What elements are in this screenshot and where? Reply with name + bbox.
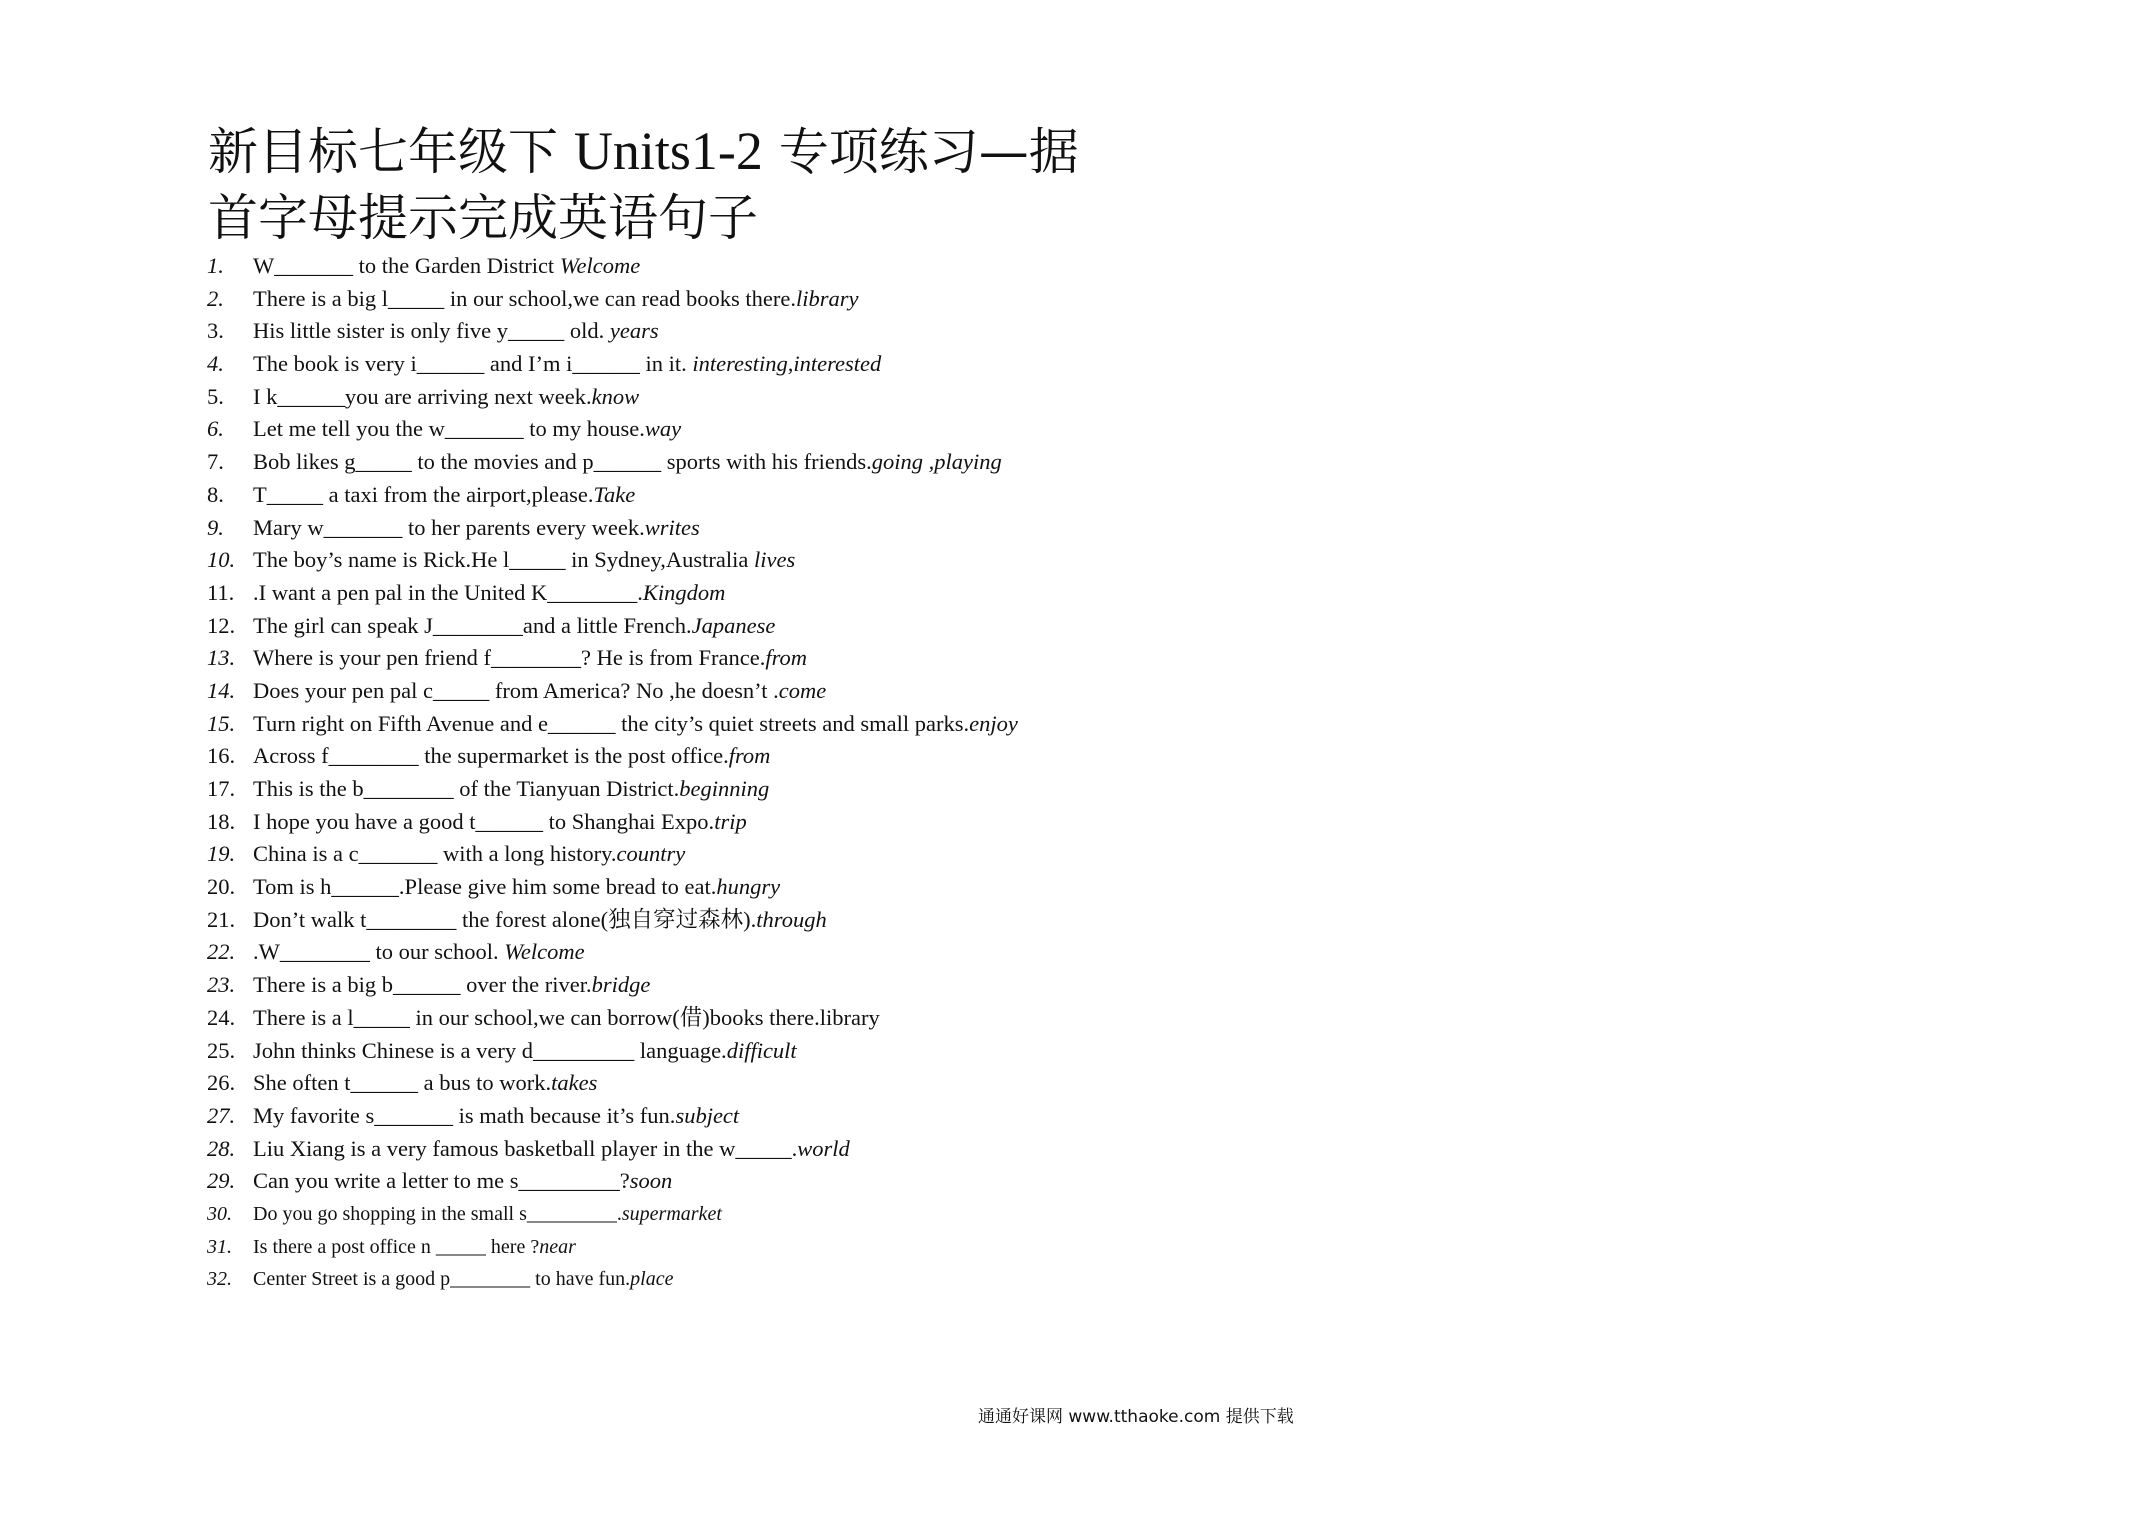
exercise-number: 27.	[207, 1102, 236, 1128]
exercise-answer: lives	[753, 547, 796, 573]
exercise-item	[207, 969, 1018, 1002]
exercise-item	[207, 936, 1018, 969]
exercise-sentence: There is a big l_____ in our school,we can read books there.	[253, 285, 796, 311]
exercise-item	[207, 708, 1018, 741]
exercise-item	[207, 1133, 1018, 1166]
exercise-number: 17.	[207, 776, 236, 801]
exercise-number: 2.	[207, 285, 224, 311]
exercise-answer: library	[819, 1004, 880, 1030]
exercise-answer: through	[756, 906, 827, 932]
exercise-sentence: Where is your pen friend f________? He is from France.	[253, 645, 766, 671]
exercise-number: 7.	[207, 449, 224, 475]
exercise-sentence: Liu Xiang is a very famous basketball player in the w_____.	[253, 1135, 798, 1161]
exercise-sentence: There is a big b______ over the river.	[253, 972, 592, 998]
title-line-1	[208, 118, 1108, 185]
exercise-item	[207, 348, 1018, 381]
exercise-sentence: Turn right on Fifth Avenue and e______ the city’s quiet streets and small parks.	[253, 710, 970, 736]
exercise-sentence: Is there a post office n _____ here ?	[253, 1235, 540, 1258]
exercise-number: 16.	[207, 743, 236, 769]
exercise-sentence: The book is very i______ and I’m i______ in it.	[253, 351, 693, 377]
exercise-number: 6.	[207, 416, 224, 442]
exercise-item	[207, 544, 1018, 577]
exercise-sentence: Do you go shopping in the small s_________.	[253, 1202, 622, 1225]
exercise-answer: interesting,interested	[692, 351, 882, 377]
exercise-number: 23.	[207, 972, 236, 998]
exercise-answer: takes	[551, 1070, 598, 1096]
title-latin-part: Units1-2	[573, 121, 763, 181]
exercise-answer: going ,playing	[871, 449, 1002, 475]
exercise-item	[207, 381, 1018, 414]
exercise-item	[207, 871, 1018, 904]
exercise-sentence: There is a l_____ in our school,we can borrow(借)books there.	[253, 1004, 820, 1030]
exercise-sentence: I hope you have a good t______ to Shanghai Expo.	[253, 808, 715, 834]
exercise-answer: near	[539, 1235, 576, 1258]
exercise-answer: enjoy	[969, 710, 1018, 736]
exercise-sentence: China is a c_______ with a long history.	[253, 841, 617, 867]
exercise-answer: library	[795, 285, 859, 311]
exercise-number: 12.	[207, 612, 236, 638]
exercise-item	[207, 773, 1018, 806]
exercise-number: 3.	[207, 318, 224, 344]
exercise-list	[207, 250, 1018, 1296]
exercise-answer: Welcome	[504, 939, 585, 965]
exercise-item	[207, 446, 1018, 479]
exercise-item	[207, 512, 1018, 545]
exercise-number: 4.	[207, 351, 224, 377]
exercise-answer: Welcome	[559, 253, 641, 278]
exercise-answer: subject	[675, 1102, 740, 1128]
exercise-number: 5.	[207, 383, 224, 409]
exercise-answer: supermarket	[621, 1202, 722, 1225]
exercise-number: 15.	[207, 710, 236, 736]
exercise-item	[207, 806, 1018, 839]
exercise-number: 24.	[207, 1004, 236, 1030]
exercise-number: 25.	[207, 1037, 236, 1063]
exercise-sentence: His little sister is only five y_____ old.	[253, 318, 610, 344]
exercise-sentence: Let me tell you the w_______ to my house.	[253, 416, 645, 442]
exercise-number: 21.	[207, 906, 236, 932]
page-title	[208, 118, 1108, 251]
exercise-number: 28.	[207, 1135, 236, 1161]
exercise-item	[207, 1198, 1018, 1231]
exercise-answer: writes	[644, 514, 700, 540]
exercise-sentence: She often t______ a bus to work.	[253, 1070, 552, 1096]
exercise-sentence: .W________ to our school.	[253, 939, 505, 965]
exercise-answer: beginning	[679, 776, 770, 801]
exercise-item	[207, 1100, 1018, 1133]
exercise-item	[207, 740, 1018, 773]
exercise-sentence: Mary w_______ to her parents every week.	[253, 514, 645, 540]
exercise-item	[207, 283, 1018, 316]
exercise-sentence: The girl can speak J________and a little French.	[253, 612, 692, 638]
exercise-answer: soon	[629, 1168, 673, 1194]
exercise-answer: difficult	[726, 1037, 797, 1063]
exercise-sentence: Center Street is a good p________ to have fun.	[253, 1268, 631, 1291]
exercise-item	[207, 1002, 1018, 1035]
exercise-item	[207, 250, 1018, 283]
exercise-answer: way	[644, 416, 682, 442]
exercise-answer: trip	[714, 808, 747, 834]
exercise-item	[207, 642, 1018, 675]
exercise-number: 22.	[207, 939, 236, 965]
exercise-item	[207, 1067, 1018, 1100]
exercise-answer: from	[765, 645, 808, 671]
exercise-number: 29.	[207, 1168, 236, 1194]
exercise-sentence: T_____ a taxi from the airport,please.	[253, 481, 594, 507]
exercise-answer: come	[778, 677, 827, 703]
exercise-number: 31.	[207, 1235, 232, 1258]
exercise-item	[207, 1035, 1018, 1068]
exercise-sentence: .I want a pen pal in the United K________.	[253, 579, 643, 605]
exercise-number: 32.	[207, 1268, 232, 1291]
exercise-item	[207, 413, 1018, 446]
exercise-sentence: Across f________ the supermarket is the post office.	[253, 743, 729, 769]
exercise-sentence: My favorite s_______ is math because it’s fun.	[253, 1102, 676, 1128]
exercise-number: 18.	[207, 808, 236, 834]
exercise-answer: world	[797, 1135, 850, 1161]
exercise-item	[207, 479, 1018, 512]
exercise-answer: Japanese	[691, 612, 776, 638]
exercise-number: 11.	[207, 579, 235, 605]
exercise-item	[207, 315, 1018, 348]
title-line-2: 首字母提示完成英语句子	[208, 189, 758, 247]
exercise-sentence: W_______ to the Garden District	[253, 253, 560, 278]
exercise-item	[207, 1165, 1018, 1198]
exercise-sentence: I k______you are arriving next week.	[253, 383, 592, 409]
exercise-sentence: This is the b________ of the Tianyuan District.	[253, 776, 680, 801]
exercise-number: 19.	[207, 841, 236, 867]
exercise-number: 20.	[207, 874, 236, 900]
exercise-answer: know	[591, 383, 640, 409]
exercise-sentence: The boy’s name is Rick.He l_____ in Sydney,Australia	[253, 547, 754, 573]
exercise-answer: years	[609, 318, 659, 344]
exercise-number: 10.	[207, 547, 236, 573]
exercise-item	[207, 675, 1018, 708]
exercise-item	[207, 577, 1018, 610]
exercise-item	[207, 610, 1018, 643]
exercise-answer: hungry	[716, 874, 781, 900]
exercise-sentence: Does your pen pal c_____ from America? No ,he doesn’t .	[253, 677, 779, 703]
title-cn-part1: 新目标七年级下	[208, 123, 558, 181]
exercise-number: 30.	[207, 1202, 232, 1225]
exercise-sentence: Bob likes g_____ to the movies and p______ sports with his friends.	[253, 449, 872, 475]
exercise-item	[207, 1263, 1018, 1296]
exercise-answer: bridge	[591, 972, 651, 998]
footer-credit: 通通好课网 www.tthaoke.com 提供下载	[978, 1407, 1294, 1427]
exercise-number: 14.	[207, 677, 236, 703]
exercise-sentence: Don’t walk t________ the forest alone(独自穿过森林).	[253, 906, 757, 932]
exercise-number: 9.	[207, 514, 224, 540]
exercise-item	[207, 904, 1018, 937]
exercise-number: 13.	[207, 645, 236, 671]
exercise-answer: country	[616, 841, 686, 867]
exercise-sentence: Can you write a letter to me s_________?	[253, 1168, 630, 1194]
exercise-number: 26.	[207, 1070, 236, 1096]
exercise-answer: place	[630, 1268, 674, 1291]
exercise-item	[207, 838, 1018, 871]
exercise-sentence: John thinks Chinese is a very d_________ language.	[253, 1037, 727, 1063]
exercise-answer: from	[728, 743, 771, 769]
exercise-answer: Take	[593, 481, 636, 507]
exercise-item	[207, 1231, 1018, 1264]
exercise-sentence: Tom is h______.Please give him some bread to eat.	[253, 874, 717, 900]
title-cn-part2: 专项练习—据	[778, 123, 1079, 181]
exercise-number: 1.	[207, 253, 224, 278]
exercise-answer: Kingdom	[642, 579, 726, 605]
exercise-number: 8.	[207, 481, 224, 507]
